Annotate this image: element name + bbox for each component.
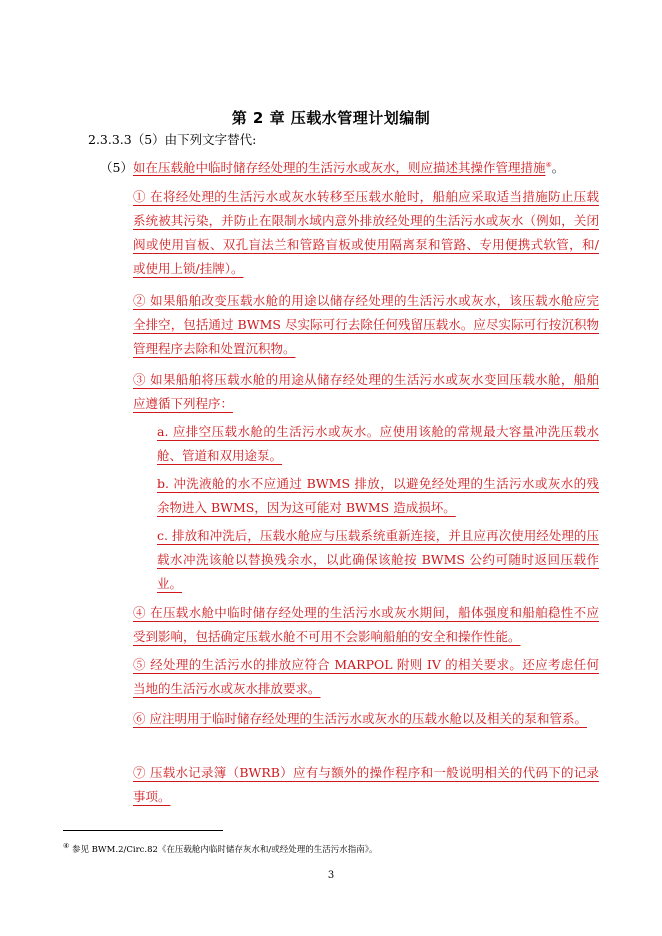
list-item-4 [133, 601, 599, 649]
list-item-3 [133, 368, 599, 416]
sub-item-c [157, 524, 599, 596]
footnote-reference[interactable]: ④ [545, 160, 552, 169]
sub-item-b [157, 472, 599, 520]
lead-paragraph [100, 158, 610, 176]
footnote-text: 参见 BWM.2/Circ.82《在压载舱内临时储存灰水和/或经处理的生活污水指南》。 [71, 844, 378, 855]
item-6-text: ⑥ 应注明用于临时储存经处理的生活污水或灰水的压载水舱以及相关的泵和管系。 [133, 711, 587, 726]
item-7-text: ⑦ 压载水记录簿（BWRB）应有与额外的操作程序和一般说明相关的代码下的记录事项。 [133, 765, 599, 804]
section-reference: 2.3.3.3（5）由下列文字替代: [88, 132, 257, 147]
page-number: 3 [327, 870, 335, 881]
list-item-7 [133, 761, 599, 809]
sub-item-a [157, 420, 599, 468]
list-item-1 [133, 185, 599, 281]
list-item-2 [133, 289, 599, 361]
footnote [63, 842, 378, 855]
sub-item-b-text: b. 冲洗液舱的水不应通过 BWMS 排放，以避免经处理的生活污水或灰水的残余物进入 BWMS，因为这可能对 BWMS 造成损坏。 [157, 476, 599, 515]
item-4-text: ④ 在压载水舱中临时储存经处理的生活污水或灰水期间，船体强度和船舶稳性不应受到影响，包括确定压载水舱不可用不会影响船舶的安全和操作性能。 [133, 605, 599, 644]
list-item-6 [133, 707, 599, 731]
chapter-title: 第 2 章 压载水管理计划编制 [231, 109, 431, 127]
list-item-5 [133, 653, 599, 701]
lead-suffix: 。 [551, 160, 565, 175]
lead-text: 如在压载舱中临时储存经处理的生活污水或灰水，则应描述其操作管理措施 [132, 160, 546, 175]
item-1-text: ① 在将经处理的生活污水或灰水转移至压载水舱时，船舶应采取适当措施防止压载系统被其污染，并防止在限制水域内意外排放经处理的生活污水或灰水（例如，关闭阀或使用盲板、双孔盲法兰和管路盲板或使用隔离泵和管路、专用便携式软管，和/或使用上锁/挂牌）。 [133, 189, 599, 276]
sub-item-a-text: a. 应排空压载水舱的生活污水或灰水。应使用该舱的常规最大容量冲洗压载水舱、管道和双用途泵。 [157, 424, 599, 463]
footnote-mark: ④ [63, 842, 70, 850]
item-3-text: ③ 如果船舶将压载水舱的用途从储存经处理的生活污水或灰水变回压载水舱，船舶应遵循下列程序： [133, 372, 599, 411]
sub-item-c-text: c. 排放和冲洗后，压载水舱应与压载系统重新连接，并且应再次使用经处理的压载水冲洗该舱以替换残余水，以此确保该舱按 BWMS 公约可随时返回压载作业。 [157, 528, 599, 591]
item-2-text: ② 如果船舶改变压载水舱的用途以储存经处理的生活污水或灰水，该压载水舱应完全排空，包括通过 BWMS 尽实际可行去除任何残留压载水。应尽实际可行按沉积物管理程序去除和处置沉积物。 [133, 293, 599, 356]
lead-prefix: （5） [100, 160, 133, 175]
item-5-text: ⑤ 经处理的生活污水的排放应符合 MARPOL 附则 IV 的相关要求。还应考虑任何当地的生活污水或灰水排放要求。 [133, 657, 599, 696]
footnote-divider [63, 830, 223, 831]
